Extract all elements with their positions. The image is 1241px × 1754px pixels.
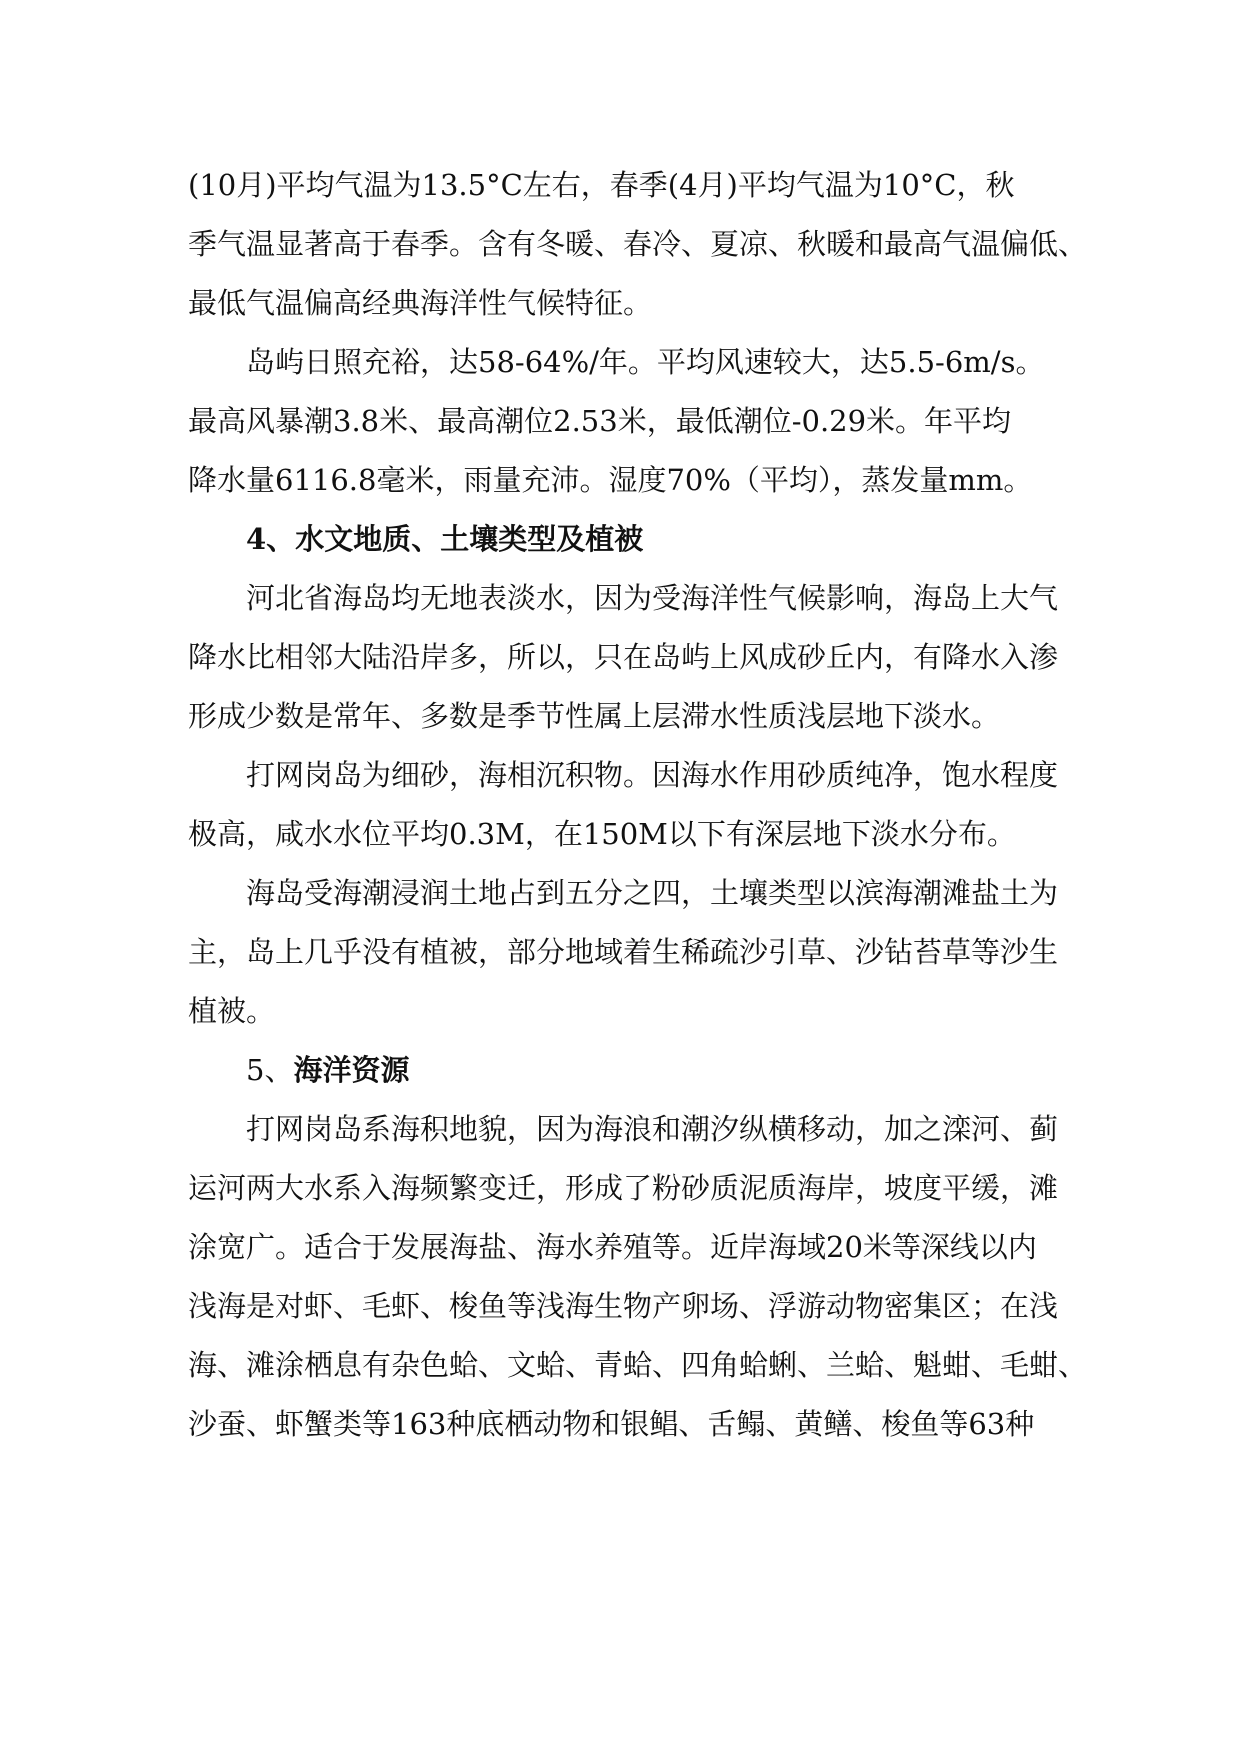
heading-number: 4、 (246, 522, 296, 556)
text-line: 最低气温偏高经典海洋性气候特征。 (188, 286, 653, 320)
text-line: 运河两大水系入海频繁变迁，形成了粉砂质泥质海岸，坡度平缓，滩 (188, 1171, 1059, 1205)
text-line: 主，岛上几乎没有植被，部分地域着生稀疏沙引草、沙钻苔草等沙生 (188, 935, 1059, 969)
text-line: 海岛受海潮浸润土地占到五分之四，土壤类型以滨海潮滩盐土为 (246, 876, 1059, 910)
marine-resources-paragraph (188, 1100, 1088, 1454)
text-line: (10月)平均气温为13.5°C左右，春季(4月)平均气温为10°C，秋 (188, 168, 1015, 202)
hydrology-paragraph (188, 569, 1068, 746)
sediment-paragraph (188, 746, 1068, 864)
text-line: 浅海是对虾、毛虾、梭鱼等浅海生物产卵场、浮游动物密集区；在浅 (188, 1289, 1059, 1323)
text-line: 季气温显著高于春季。含有冬暖、春冷、夏凉、秋暖和最高气温偏低、 (188, 227, 1088, 261)
text-line: 打网岗岛系海积地貌，因为海浪和潮汐纵横移动，加之滦河、蓟 (246, 1112, 1059, 1146)
heading-line (188, 510, 1068, 569)
text-line: 植被。 (188, 994, 276, 1028)
section-heading-4 (188, 510, 1068, 569)
text-line: 岛屿日照充裕，达58-64%/年。平均风速较大，达5.5-6m/s。 (246, 345, 1045, 379)
text-line: 降水比相邻大陆沿岸多，所以，只在岛屿上风成砂丘内，有降水入渗 (188, 640, 1059, 674)
heading-line (188, 1041, 1068, 1100)
text-line: 沙蚕、虾蟹类等163种底栖动物和银鲳、舌鳎、黄鳝、梭鱼等63种 (188, 1407, 1035, 1441)
sunshine-paragraph (188, 333, 1068, 510)
text-line: 河北省海岛均无地表淡水，因为受海洋性气候影响，海岛上大气 (246, 581, 1059, 615)
text-line: 降水量6116.8毫米，雨量充沛。湿度70%（平均），蒸发量mm。 (188, 463, 1033, 497)
text-line: 海、滩涂栖息有杂色蛤、文蛤、青蛤、四角蛤蜊、兰蛤、魁蚶、毛蚶、 (188, 1348, 1088, 1382)
text-line: 形成少数是常年、多数是季节性属上层滞水性质浅层地下淡水。 (188, 699, 1001, 733)
climate-paragraph-continued (188, 156, 1088, 333)
text-line: 最高风暴潮3.8米、最高潮位2.53米，最低潮位-0.29米。年平均 (188, 404, 1012, 438)
heading-number: 5、 (246, 1053, 294, 1087)
text-line: 打网岗岛为细砂，海相沉积物。因海水作用砂质纯净，饱水程度 (246, 758, 1059, 792)
section-heading-5 (188, 1041, 1068, 1100)
soil-paragraph (188, 864, 1068, 1041)
heading-title: 水文地质、土壤类型及植被 (295, 522, 644, 556)
text-line: 极高，咸水水位平均0.3M，在150M以下有深层地下淡水分布。 (188, 817, 1016, 851)
document-page (188, 156, 1088, 1454)
text-line: 涂宽广。适合于发展海盐、海水养殖等。近岸海域20米等深线以内 (188, 1230, 1037, 1264)
heading-title: 海洋资源 (293, 1053, 410, 1087)
